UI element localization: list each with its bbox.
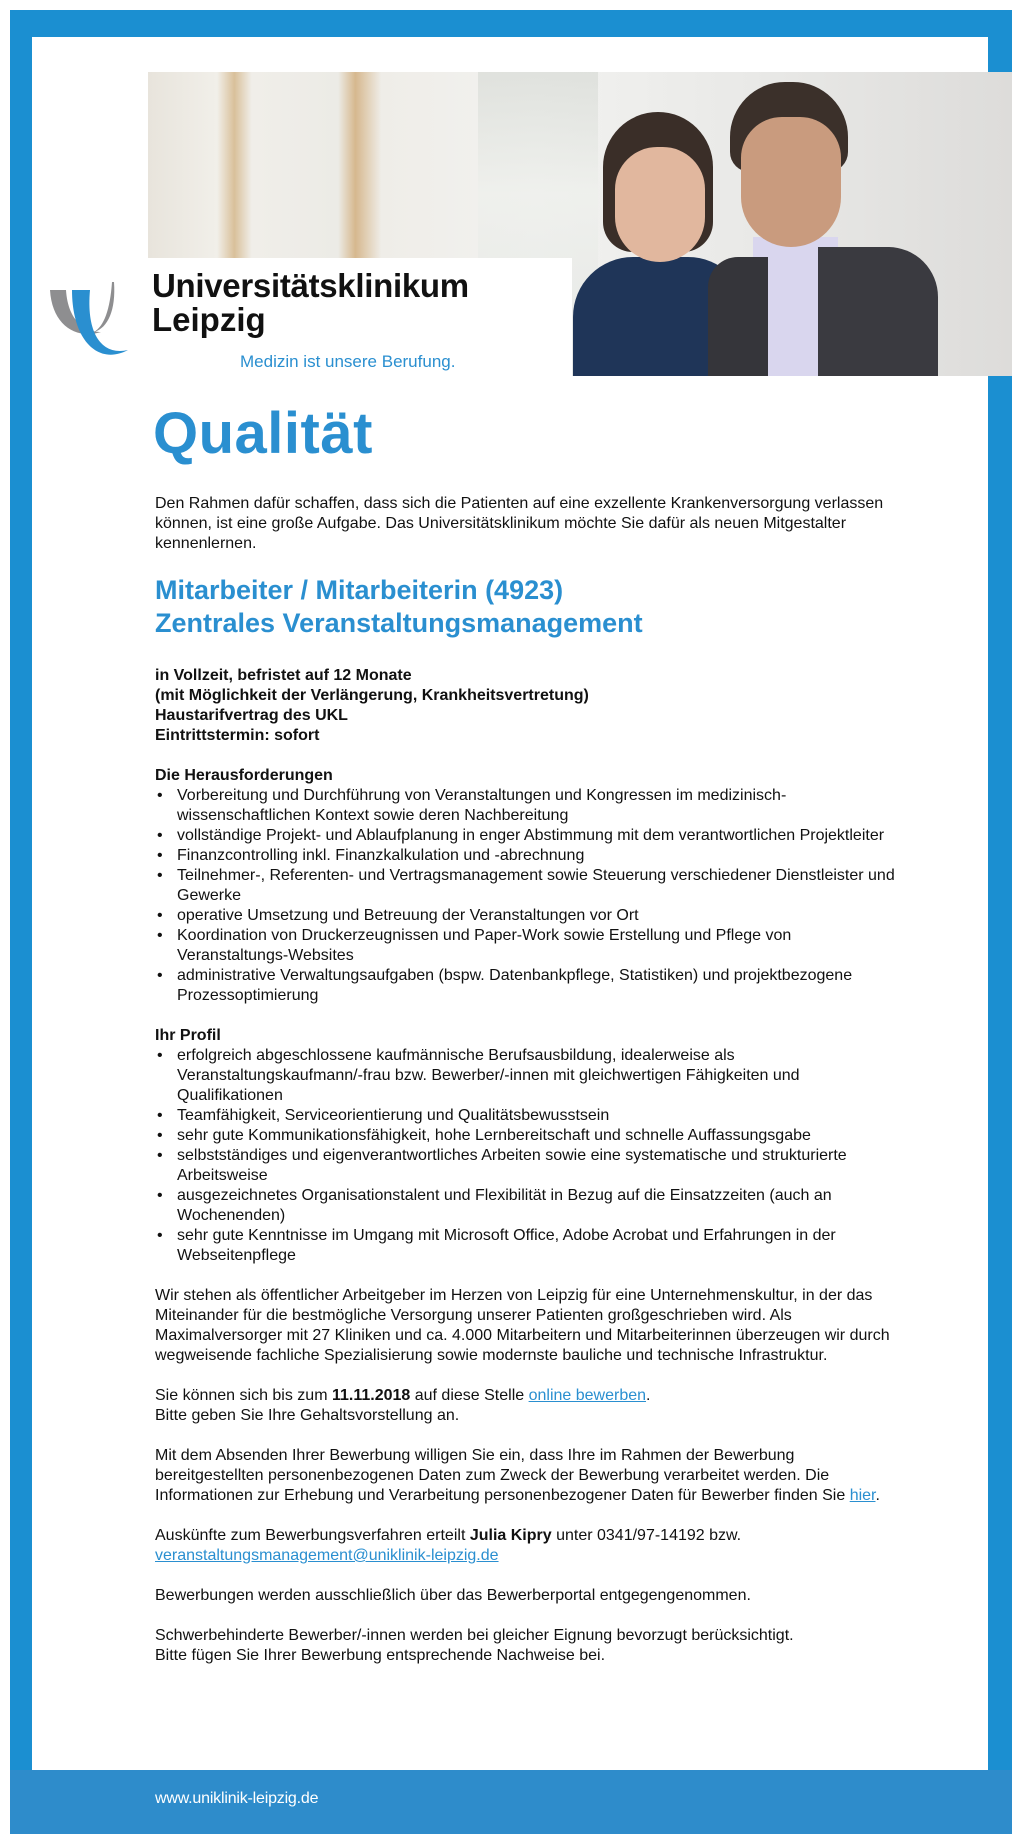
privacy-suffix: . <box>875 1487 880 1504</box>
contact-email-link[interactable]: veranstaltungsmanagement@uniklinik-leipzig.de <box>155 1547 499 1564</box>
employment-terms <box>155 666 895 746</box>
disability-note <box>155 1626 895 1666</box>
term-line: (mit Möglichkeit der Verlängerung, Krankheitsvertretung) <box>155 687 589 704</box>
disability-line1: Schwerbehinderte Bewerber/-innen werden bei gleicher Eignung bevorzugt berücksichtigt. <box>155 1627 794 1644</box>
list-item: • sehr gute Kommunikationsfähigkeit, hohe Lernbereitschaft und schnelle Auffassungsgabe <box>155 1126 895 1146</box>
privacy-text: Mit dem Absenden Ihrer Bewerbung willigen Sie ein, dass Ihre im Rahmen der Bewerbung bereitgestellten personenbezogenen Daten zum Zweck der Bewerbung verarbeitet werden. Die Informationen zur Erhebung und Verarbeitung personenbezogener Daten für Bewerber finden Sie <box>155 1447 850 1504</box>
list-item: • Teilnehmer-, Referenten- und Vertragsmanagement sowie Steuerung verschiedener Dienstleister und Gewerke <box>155 866 895 906</box>
profile-list <box>155 1046 895 1266</box>
portal-note: Bewerbungen werden ausschließlich über das Bewerberportal entgegengenommen. <box>155 1587 751 1604</box>
privacy-link[interactable]: hier <box>849 1487 876 1504</box>
list-item: • ausgezeichnetes Organisationstalent und Flexibilität in Bezug auf die Einsatzzeiten (auch an Wochenenden) <box>155 1186 895 1226</box>
contact-paragraph <box>155 1526 895 1566</box>
job-title <box>155 574 895 640</box>
list-item: • administrative Verwaltungsaufgaben (bspw. Datenbankpflege, Statistiken) und projektbezogene Prozessoptimierung <box>155 966 895 1006</box>
contact-prefix: Auskünfte zum Bewerbungsverfahren erteilt <box>155 1527 470 1544</box>
term-line: Eintrittstermin: sofort <box>155 727 320 744</box>
profile-heading: Ihr Profil <box>155 1027 221 1044</box>
intro-text: Den Rahmen dafür schaffen, dass sich die Patienten auf eine exzellente Krankenversorgung verlassen können, ist eine große Aufgabe. Das Universitätsklinikum möchte Sie dafür als neuen Mitgestalter kennenlernen. <box>155 495 884 552</box>
list-item: • vollständige Projekt- und Ablaufplanung in enger Abstimmung mit dem verantwortlichen Projektleiter <box>155 826 895 846</box>
photo-person-woman-face <box>615 147 705 262</box>
salary-note: Bitte geben Sie Ihre Gehaltsvorstellung an. <box>155 1407 460 1424</box>
photo-person-man-jacket-left <box>708 257 768 376</box>
photo-person-man-face <box>741 117 841 247</box>
list-item: • selbstständiges und eigenverantwortliches Arbeiten sowie eine systematische und strukturierte Arbeitsweise <box>155 1146 895 1186</box>
challenges-heading: Die Herausforderungen <box>155 767 333 784</box>
list-item: • Koordination von Druckerzeugnissen und Paper-Work sowie Erstellung und Pflege von Veranstaltungs-Websites <box>155 926 895 966</box>
list-item: • Finanzcontrolling inkl. Finanzkalkulation und -abrechnung <box>155 846 895 866</box>
apply-prefix: Sie können sich bis zum <box>155 1387 332 1404</box>
apply-middle: auf diese Stelle <box>410 1387 529 1404</box>
list-item: • Teamfähigkeit, Serviceorientierung und Qualitätsbewusstsein <box>155 1106 895 1126</box>
footer-website-link[interactable]: www.uniklinik-leipzig.de <box>155 1790 319 1807</box>
term-line: Haustarifvertrag des UKL <box>155 707 348 724</box>
contact-name: Julia Kipry <box>469 1527 552 1544</box>
term-line: in Vollzeit, befristet auf 12 Monate <box>155 667 412 684</box>
apply-suffix: . <box>646 1387 651 1404</box>
list-item: • operative Umsetzung und Betreuung der Veranstaltungen vor Ort <box>155 906 895 926</box>
privacy-paragraph <box>155 1446 895 1506</box>
contact-middle: unter 0341/97-14192 bzw. <box>551 1527 742 1544</box>
job-title-line1: Mitarbeiter / Mitarbeiterin (4923) <box>155 575 564 605</box>
job-title-line2: Zentrales Veranstaltungsmanagement <box>155 608 643 638</box>
logo-text-line2: Leipzig <box>152 301 266 338</box>
disability-line2: Bitte fügen Sie Ihrer Bewerbung entsprechende Nachweise bei. <box>155 1647 606 1664</box>
logo-text-line1: Universitätsklinikum <box>152 267 469 304</box>
list-item: • erfolgreich abgeschlossene kaufmännische Berufsausbildung, idealerweise als Veranstaltungskaufmann/-frau bzw. Bewerber/-innen mit gleichwertigen Fähigkeiten und Qualifikationen <box>155 1046 895 1106</box>
logo-tagline: Medizin ist unsere Berufung. <box>240 352 456 371</box>
page-title: Qualität <box>153 401 373 466</box>
ukl-logo-mark-icon <box>46 270 146 370</box>
list-item: • Vorbereitung und Durchführung von Veranstaltungen und Kongressen im medizinisch-wissenschaftlichen Kontext sowie deren Nachbereitung <box>155 786 895 826</box>
apply-deadline: 11.11.2018 <box>331 1387 411 1404</box>
list-item: • sehr gute Kenntnisse im Umgang mit Microsoft Office, Adobe Acrobat und Erfahrungen in der Webseitenpflege <box>155 1226 895 1266</box>
challenges-list <box>155 786 895 1006</box>
employer-text: Wir stehen als öffentlicher Arbeitgeber im Herzen von Leipzig für eine Unternehmenskultur, in der das Miteinander für die bestmögliche Versorgung unserer Patienten großgeschrieben wird. Als Maximalversorger mit 27 Kliniken und ca. 4.000 Mitarbeitern und Mitarbeiterinnen überzeugen wir durch wegweisende fachliche Spezialisierung sowie modernste bauliche und technische Infrastruktur. <box>155 1287 890 1364</box>
apply-paragraph <box>155 1386 895 1426</box>
photo-person-man-jacket-right <box>818 247 938 376</box>
job-posting <box>155 400 895 1686</box>
online-apply-link[interactable]: online bewerben <box>528 1387 647 1404</box>
